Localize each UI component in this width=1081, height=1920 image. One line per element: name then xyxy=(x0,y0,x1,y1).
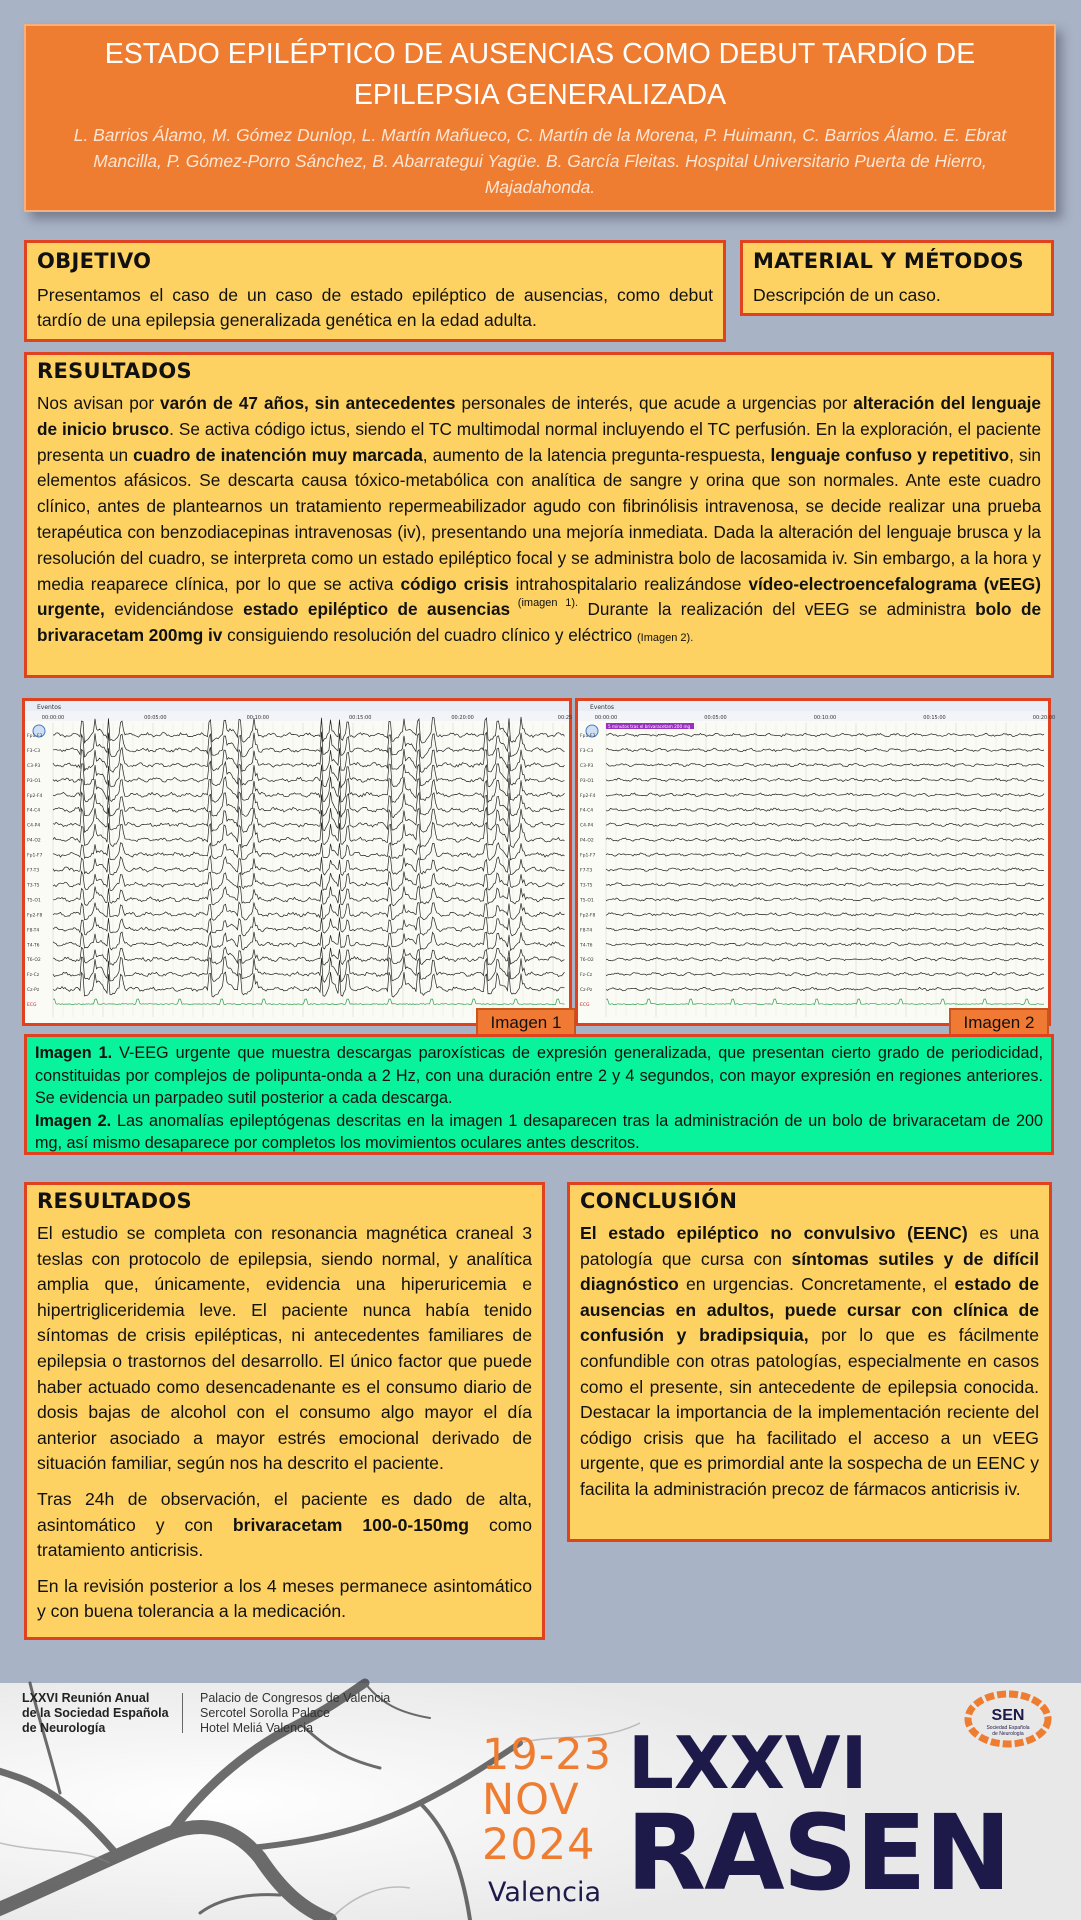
image-1-label: Imagen 1 xyxy=(476,1008,576,1039)
poster-header xyxy=(24,24,1056,212)
resultados-para-3: En la revisión posterior a los 4 meses permanece asintomático y con buena tolerancia a la medicación. xyxy=(37,1575,532,1622)
material-text: Descripción de un caso. xyxy=(753,285,941,305)
conclusion-heading: CONCLUSIÓN xyxy=(580,1189,738,1213)
resultados-section-1 xyxy=(24,352,1054,678)
eeg-channel-label: F8-T4 xyxy=(27,928,40,934)
resultados-heading-2: RESULTADOS xyxy=(37,1189,192,1213)
eeg-event-bar xyxy=(25,701,569,711)
eeg-trace-1 xyxy=(25,701,573,1023)
eeg-channel-label: C3-P3 xyxy=(27,763,41,769)
eeg-channel-label: C4-P4 xyxy=(27,823,41,829)
eeg-channel-label: ECG xyxy=(27,1003,37,1009)
eeg-channel-label: C3-P3 xyxy=(580,763,594,769)
eeg-channel-label: T6-O2 xyxy=(580,958,594,964)
eeg-channel-label: F7-T3 xyxy=(580,868,593,874)
eeg-events-tab: Eventos xyxy=(37,704,61,711)
objetivo-heading: OBJETIVO xyxy=(37,249,152,273)
eeg-channel-label: F4-C4 xyxy=(27,808,41,814)
eeg-time-label: 00:00:00 xyxy=(594,715,618,721)
poster-title: ESTADO EPILÉPTICO DE AUSENCIAS COMO DEBUT TARDÍO DE EPILEPSIA GENERALIZADA xyxy=(104,38,976,111)
eeg-channel-label: Fp1-F7 xyxy=(580,853,596,859)
poster-authors: L. Barrios Álamo, M. Gómez Dunlop, L. Martín Mañueco, C. Martín de la Morena, P. Huimann, C. Barrios Álamo. E. Ebrat Mancilla, P. Gómez-Porro Sánchez, B. Abarrategui Yagüe. B. García Fleitas. Hospital Universitario Puerta de Hierro, Majadahonda. xyxy=(73,125,1007,197)
conclusion-section xyxy=(567,1182,1052,1542)
eeg-event-bar xyxy=(578,701,1048,711)
resultados-para-1: El estudio se completa con resonancia magnética craneal 3 teslas con protocolo de epilepsia, siendo normal, y analítica amplia que, únicamente, evidencia una hiperuricemia e hipertrigliceridemia leve. El paciente nunca había tenido síntomas de crisis epilépticas, ni antecedentes familiares de epilepsia o trastornos del desarrollo. El único factor que puede haber actuado como desencadenante es el consumo diario de dosis bajas de alcohol con el consumo algo mayor el día anterior asociado a mayor estrés emocional derivado de situación familiar, según nos ha descrito el paciente. xyxy=(37,1223,532,1474)
eeg-channel-label: F3-C3 xyxy=(27,748,41,754)
eeg-image-2 xyxy=(575,698,1056,1026)
eeg-channel-label: Fp2-F4 xyxy=(27,793,43,799)
eeg-channel-label: P3-O1 xyxy=(580,778,594,784)
eeg-channel-label: P4-O2 xyxy=(27,838,41,844)
eeg-channel-label: F7-T3 xyxy=(27,868,40,874)
eeg-trace-2 xyxy=(578,701,1056,1023)
eeg-time-label: 00:15:00 xyxy=(923,715,946,721)
eeg-channel-label: ECG xyxy=(580,1003,590,1009)
eeg-channel-label: T4-T6 xyxy=(580,943,593,949)
resultados-para-2: Tras 24h de observación, el paciente es dado de alta, asintomático y con brivaracetam 100-0-150mg como tratamiento anticrisis. xyxy=(37,1488,532,1561)
eeg-channel-label: F8-T4 xyxy=(580,928,593,934)
eeg-channel-label: P4-O2 xyxy=(580,838,594,844)
objetivo-section xyxy=(24,240,726,342)
eeg-channel-label: Fp1-F3 xyxy=(580,734,596,739)
resultados-heading-1: RESULTADOS xyxy=(37,359,192,383)
eeg-events-tab: Eventos xyxy=(590,704,614,711)
eeg-time-label: 00:20:00 xyxy=(451,715,474,721)
image-2-label: Imagen 2 xyxy=(949,1008,1049,1039)
event-city: Valencia xyxy=(488,1877,602,1908)
eeg-channel-label: Fz-Cz xyxy=(27,973,40,979)
eeg-time-label: 00:15:00 xyxy=(348,715,372,721)
eeg-time-label: 00:05:00 xyxy=(704,715,727,721)
conclusion-text: El estado epiléptico no convulsivo (EENC) es una patología que cursa con síntomas sutiles y de difícil diagnóstico en urgencias. Concretamente, el estado de ausencias en adultos, puede cursar con clínica de confusión y bradipsiquia, por lo que es fácilmente confundible con otras patologías, especialmente en casos como el presente, sin antecedente de epilepsia conocida. Destacar la importancia de la implementación reciente del código crisis que ha facilitado el acceso a un vEEG urgente, que es primordial ante la sospecha de un EENC y facilita la administración precoz de fármacos anticrisis iv. xyxy=(580,1223,1040,1499)
eeg-time-label: 00:25 xyxy=(557,715,573,721)
eeg-image-1 xyxy=(22,698,572,1026)
eeg-channel-label: Fp2-F8 xyxy=(580,913,596,919)
image-caption xyxy=(24,1034,1054,1155)
venue-list: Palacio de Congresos de Valencia Sercotel Sorolla Palace Hotel Meliá Valencia xyxy=(200,1691,391,1735)
material-heading: MATERIAL Y MÉTODOS xyxy=(753,249,1024,273)
eeg-time-label: 00:20:00 xyxy=(1032,715,1056,721)
meeting-name: LXXVI Reunión Anual de la Sociedad Española de Neurología xyxy=(22,1691,169,1735)
caption-image-1: Imagen 1. V-EEG urgente que muestra descargas paroxísticas de expresión generalizada, que presentan cierto grado de periodicidad, constituidas por complejos de polipunta-onda a 2 Hz, con una duración entre 2 y 4 segundos, con mayor expresión en regiones anteriores. Se evidencia un parpadeo sutil posterior a cada descarga. xyxy=(35,1044,1043,1108)
eeg-channel-label: F3-C3 xyxy=(580,748,594,754)
eeg-channel-label: Fp1-F3 xyxy=(27,734,43,739)
event-acronym: RASEN xyxy=(626,1792,1010,1914)
eeg-channel-label: Fp2-F4 xyxy=(580,793,596,799)
resultados-section-2 xyxy=(24,1182,545,1640)
eeg-time-label: 00:00:00 xyxy=(41,715,65,721)
eeg-channel-label: T4-T6 xyxy=(27,943,40,949)
eeg-time-label: 00:10:00 xyxy=(246,715,270,721)
conference-footer xyxy=(0,1683,1081,1920)
eeg-background xyxy=(578,701,1048,1023)
eeg-channel-label: Fp2-F8 xyxy=(27,913,43,919)
eeg-channel-label: Fp1-F7 xyxy=(27,853,43,859)
eeg-channel-label: T3-T5 xyxy=(27,883,40,889)
eeg-time-label: 00:05:00 xyxy=(144,715,167,721)
eeg-channel-label: Cz-Pz xyxy=(580,988,593,994)
eeg-channel-label: T6-O2 xyxy=(27,958,41,964)
eeg-marker-label: 5 minutos tras el brivaracetam 200 mg xyxy=(608,724,691,729)
objetivo-text: Presentamos el caso de un caso de estado epiléptico de ausencias, como debut tardío de una epilepsia generalizada genética en la edad adulta. xyxy=(37,285,713,330)
sen-logo: SEN Sociedad Española de Neurología xyxy=(962,1689,1054,1759)
event-number: LXXVI xyxy=(628,1721,868,1805)
caption-image-2: Imagen 2. Las anomalías epileptógenas descritas en la imagen 1 desaparecen tras la administración de un bolo de brivaracetam de 200 mg, así mismo desaparece por completos los movimientos oculares antes descritos. xyxy=(35,1111,1043,1153)
eeg-timeline xyxy=(25,711,569,721)
eeg-channel-label: P3-O1 xyxy=(27,778,41,784)
resultados-text-1: Nos avisan por varón de 47 años, sin antecedentes personales de interés, que acude a urgencias por alteración del lenguaje de inicio brusco. Se activa código ictus, siendo el TC multimodal normal incluyendo el TC perfusión. En la exploración, el paciente presenta un cuadro de inatención muy marcada, aumento de la latencia pregunta-respuesta, lenguaje confuso y repetitivo, sin elementos afásicos. Se descarta causa tóxico-metabólica con analítica de sangre y orina que son normales. Ante este cuadro clínico, antes de plantearnos un tratamiento repermeabilizador agudo con fibrinólisis intravenosa, se decide realizar una prueba terapéutica con benzodiacepinas intravenosas (iv), presentando una mejoría inmediata. Dada la alteración del lenguaje brusca y la resolución del cuadro, se interpreta como un estado epiléptico focal y se administra bolo de lacosamida iv. Sin embargo, a la hora y media reaparece clínica, por lo que se activa código crisis intrahospitalario realizándose vídeo-electroencefalograma (vEEG) urgente, evidenciándose estado epiléptico de ausencias $^{(imagen 1).}$ Durante la realización del vEEG se administra bolo de brivaracetam 200mg iv consiguiendo resolución del cuadro clínico y eléctrico (Imagen 2). xyxy=(37,393,1042,646)
eeg-channel-label: Cz-Pz xyxy=(27,988,40,994)
eeg-channel-label: T5-O1 xyxy=(27,898,41,904)
eeg-channel-label: T5-O1 xyxy=(580,898,594,904)
event-dates: 19-23 NOV 2024 xyxy=(482,1730,612,1870)
material-section xyxy=(740,240,1054,316)
eeg-channel-label: T3-T5 xyxy=(580,883,593,889)
eeg-channel-label: F4-C4 xyxy=(580,808,594,814)
eeg-channel-label: Fz-Cz xyxy=(580,973,593,979)
footer-divider xyxy=(182,1693,183,1733)
eeg-channel-label: C4-P4 xyxy=(580,823,594,829)
eeg-time-label: 00:10:00 xyxy=(813,715,837,721)
